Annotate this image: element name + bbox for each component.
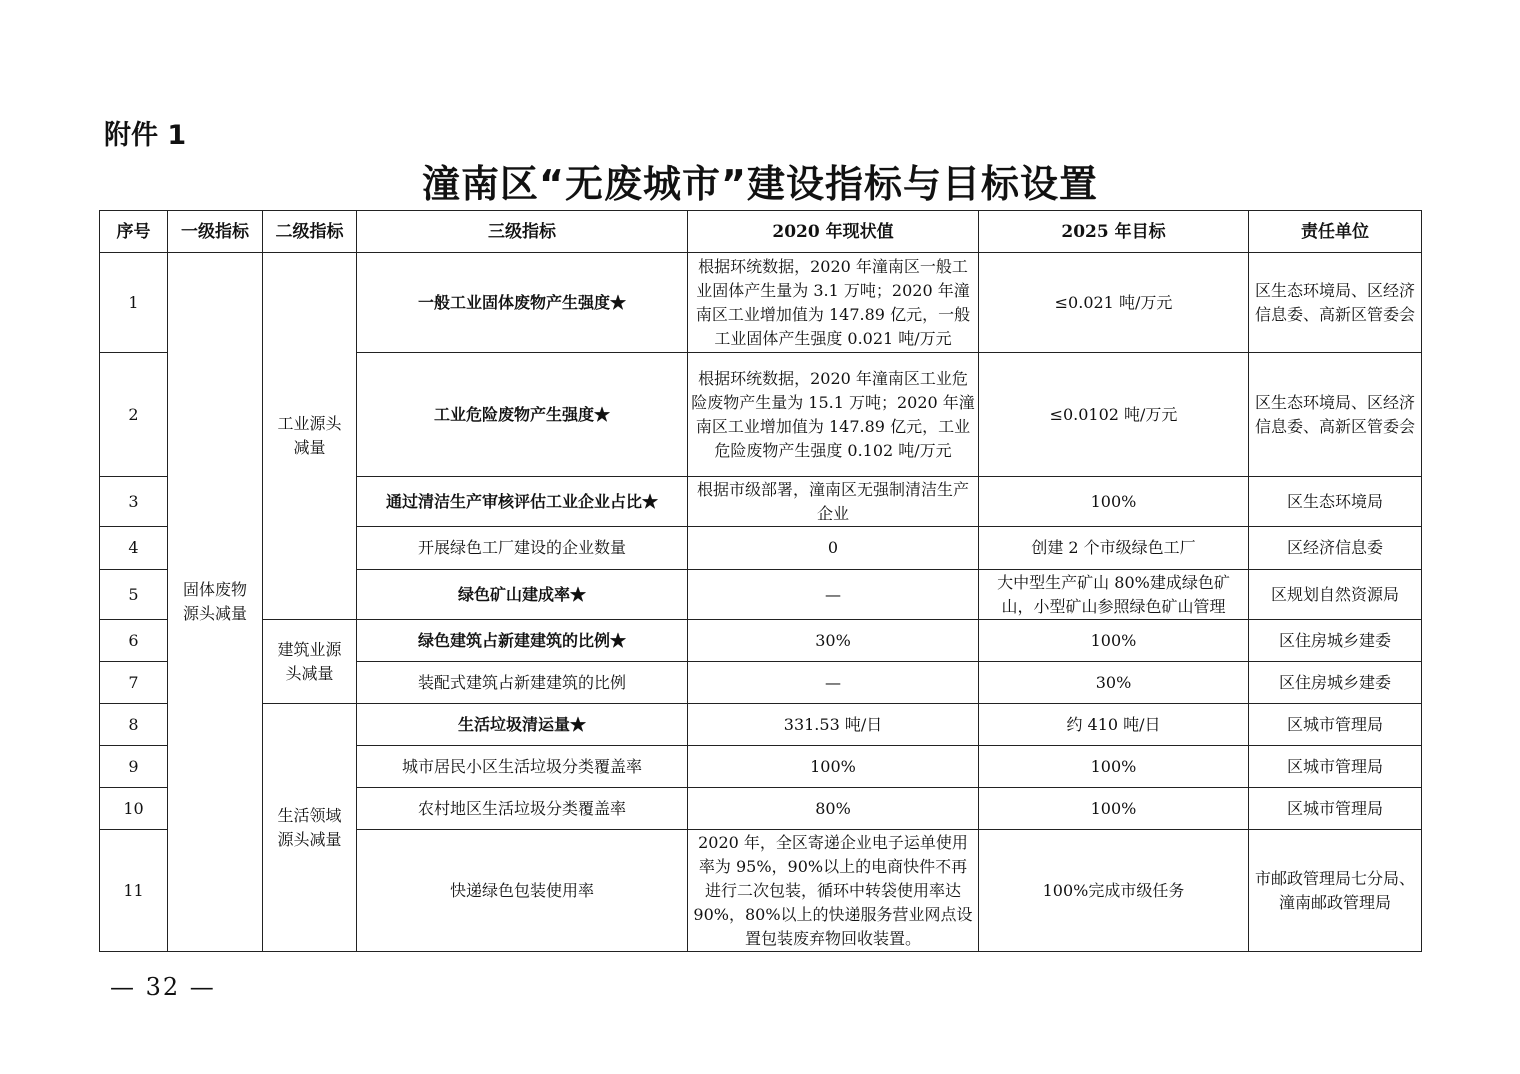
target-2025: ≤0.021 吨/万元 bbox=[979, 253, 1249, 353]
header-status-2020: 2020 年现状值 bbox=[688, 211, 979, 253]
status-2020: 2020 年，全区寄递企业电子运单使用率为 95%，90%以上的电商快件不再进行二次包装，循环中转袋使用率达 90%，80%以上的快递服务营业网点设置包装废弃物回收装置。 bbox=[688, 830, 979, 952]
responsible-unit: 区城市管理局 bbox=[1249, 704, 1422, 746]
row-no: 7 bbox=[100, 662, 168, 704]
level3-indicator: 绿色建筑占新建建筑的比例★ bbox=[357, 620, 688, 662]
responsible-unit: 区生态环境局 bbox=[1249, 477, 1422, 527]
row-no: 10 bbox=[100, 788, 168, 830]
target-2025: 100%完成市级任务 bbox=[979, 830, 1249, 952]
level2-construction bbox=[263, 620, 357, 704]
level3-indicator: 农村地区生活垃圾分类覆盖率 bbox=[357, 788, 688, 830]
table-header-row bbox=[100, 211, 1422, 253]
target-2025: 100% bbox=[979, 746, 1249, 788]
status-2020: 80% bbox=[688, 788, 979, 830]
table-row bbox=[100, 253, 1422, 353]
level3-indicator: 一般工业固体废物产生强度★ bbox=[357, 253, 688, 353]
target-2025: 30% bbox=[979, 662, 1249, 704]
status-2020: — bbox=[688, 570, 979, 620]
status-2020: 331.53 吨/日 bbox=[688, 704, 979, 746]
table-row bbox=[100, 620, 1422, 662]
level3-indicator: 快递绿色包装使用率 bbox=[357, 830, 688, 952]
responsible-unit: 区城市管理局 bbox=[1249, 746, 1422, 788]
level2-industrial bbox=[263, 253, 357, 620]
row-no: 1 bbox=[100, 253, 168, 353]
row-no: 2 bbox=[100, 353, 168, 477]
row-no: 8 bbox=[100, 704, 168, 746]
status-2020: 根据环统数据，2020 年潼南区一般工业固体产生量为 3.1 万吨；2020 年潼南区工业增加值为 147.89 亿元，一般工业固体产生强度 0.021 吨/万元 bbox=[688, 253, 979, 353]
row-no: 6 bbox=[100, 620, 168, 662]
level3-indicator: 开展绿色工厂建设的企业数量 bbox=[357, 527, 688, 570]
level3-indicator: 生活垃圾清运量★ bbox=[357, 704, 688, 746]
responsible-unit: 区生态环境局、区经济信息委、高新区管委会 bbox=[1249, 253, 1422, 353]
status-2020: 根据市级部署，潼南区无强制清洁生产企业 bbox=[688, 477, 979, 527]
status-2020: 30% bbox=[688, 620, 979, 662]
header-level2: 二级指标 bbox=[263, 211, 357, 253]
page-number: — 32 — bbox=[110, 973, 216, 1001]
responsible-unit: 市邮政管理局七分局、潼南邮政管理局 bbox=[1249, 830, 1422, 952]
row-no: 9 bbox=[100, 746, 168, 788]
target-2025: 100% bbox=[979, 788, 1249, 830]
status-2020: 0 bbox=[688, 527, 979, 570]
responsible-unit: 区城市管理局 bbox=[1249, 788, 1422, 830]
row-no: 11 bbox=[100, 830, 168, 952]
level3-indicator: 绿色矿山建成率★ bbox=[357, 570, 688, 620]
target-2025: 100% bbox=[979, 620, 1249, 662]
level3-indicator: 城市居民小区生活垃圾分类覆盖率 bbox=[357, 746, 688, 788]
status-2020: 根据环统数据，2020 年潼南区工业危险废物产生量为 15.1 万吨；2020 年潼南区工业增加值为 147.89 亿元，工业危险废物产生强度 0.102 吨/万元 bbox=[688, 353, 979, 477]
level2-construction-label: 建筑业源头减量 bbox=[277, 639, 342, 683]
level3-indicator: 装配式建筑占新建建筑的比例 bbox=[357, 662, 688, 704]
status-2020: — bbox=[688, 662, 979, 704]
header-target-2025: 2025 年目标 bbox=[979, 211, 1249, 253]
responsible-unit: 区生态环境局、区经济信息委、高新区管委会 bbox=[1249, 353, 1422, 477]
row-no: 3 bbox=[100, 477, 168, 527]
responsible-unit: 区住房城乡建委 bbox=[1249, 662, 1422, 704]
header-no: 序号 bbox=[100, 211, 168, 253]
indicator-table bbox=[99, 210, 1422, 952]
level3-indicator: 通过清洁生产审核评估工业企业占比★ bbox=[357, 477, 688, 527]
target-2025: 创建 2 个市级绿色工厂 bbox=[979, 527, 1249, 570]
level2-living-label: 生活领域源头减量 bbox=[277, 805, 342, 849]
header-level3: 三级指标 bbox=[357, 211, 688, 253]
level2-living bbox=[263, 704, 357, 952]
level2-industrial-label: 工业源头减量 bbox=[277, 414, 342, 457]
table-row bbox=[100, 704, 1422, 746]
target-2025: 大中型生产矿山 80%建成绿色矿山，小型矿山参照绿色矿山管理 bbox=[979, 570, 1249, 620]
row-no: 5 bbox=[100, 570, 168, 620]
responsible-unit: 区住房城乡建委 bbox=[1249, 620, 1422, 662]
target-2025: 约 410 吨/日 bbox=[979, 704, 1249, 746]
header-responsible-unit: 责任单位 bbox=[1249, 211, 1422, 253]
row-no: 4 bbox=[100, 527, 168, 570]
level1-indicator bbox=[168, 253, 263, 952]
status-2020: 100% bbox=[688, 746, 979, 788]
responsible-unit: 区经济信息委 bbox=[1249, 527, 1422, 570]
target-2025: ≤0.0102 吨/万元 bbox=[979, 353, 1249, 477]
level3-indicator: 工业危险废物产生强度★ bbox=[357, 353, 688, 477]
target-2025: 100% bbox=[979, 477, 1249, 527]
responsible-unit: 区规划自然资源局 bbox=[1249, 570, 1422, 620]
document-title: 潼南区“无废城市”建设指标与目标设置 bbox=[422, 162, 1098, 206]
attachment-label: 附件 1 bbox=[104, 120, 187, 151]
level1-label: 固体废物源头减量 bbox=[182, 580, 247, 623]
header-level1: 一级指标 bbox=[168, 211, 263, 253]
